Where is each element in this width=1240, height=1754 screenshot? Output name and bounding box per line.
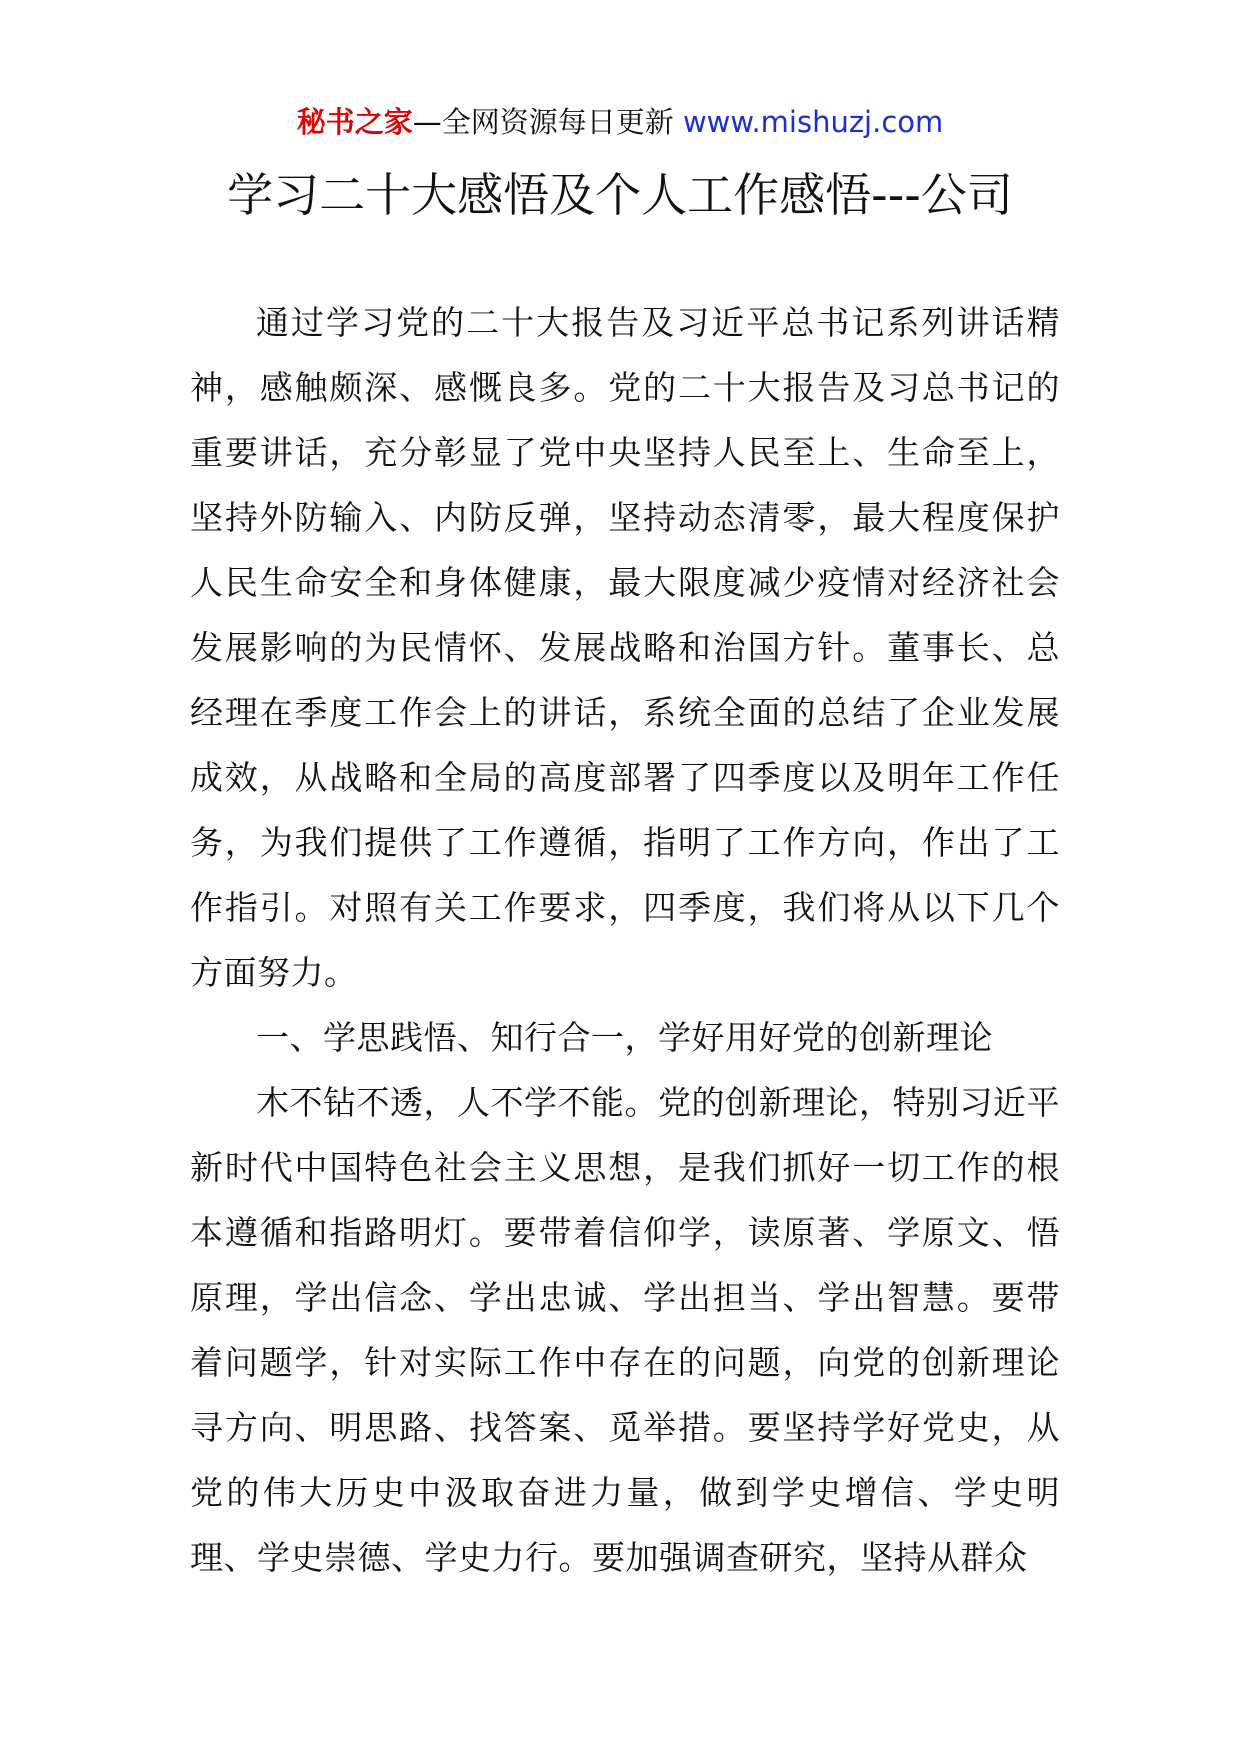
- paragraph-intro: 通过学习党的二十大报告及习近平总书记系列讲话精神，感触颇深、感慨良多。党的二十大报告及习总书记的重要讲话，充分彰显了党中央坚持人民至上、生命至上，坚持外防输入、内防反弹，坚持动态清零，最大程度保护人民生命安全和身体健康，最大限度减少疫情对经济社会发展影响的为民情怀、发展战略和治国方针。董事长、总经理在季度工作会上的讲话，系统全面的总结了企业发展成效，从战略和全局的高度部署了四季度以及明年工作任务，为我们提供了工作遵循，指明了工作方向，作出了工作指引。对照有关工作要求，四季度，我们将从以下几个方面努力。: [190, 303, 1060, 992]
- document-title: 学习二十大感悟及个人工作感悟---公司: [227, 168, 1013, 222]
- site-url[interactable]: www.mishuzj.com: [682, 105, 944, 139]
- brand-name: 秘书之家: [296, 105, 413, 139]
- header-slogan: —全网资源每日更新: [412, 105, 674, 139]
- site-header: [0, 100, 1240, 144]
- paragraph-section-1: 木不钻不透，人不学不能。党的创新理论，特别习近平新时代中国特色社会主义思想，是我们抓好一切工作的根本遵循和指路明灯。要带着信仰学，读原著、学原文、悟原理，学出信念、学出忠诚、学出担当、学出智慧。要带着问题学，针对实际工作中存在的问题，向党的创新理论寻方向、明思路、找答案、觅举措。要坚持学好党史，从党的伟大历史中汲取奋进力量，做到学史增信、学史明理、学史崇德、学史力行。要加强调查研究，坚持从群众: [190, 1083, 1060, 1577]
- document-body: [190, 290, 1060, 1590]
- section-heading-1: 一、学思践悟、知行合一，学好用好党的创新理论: [256, 1018, 993, 1057]
